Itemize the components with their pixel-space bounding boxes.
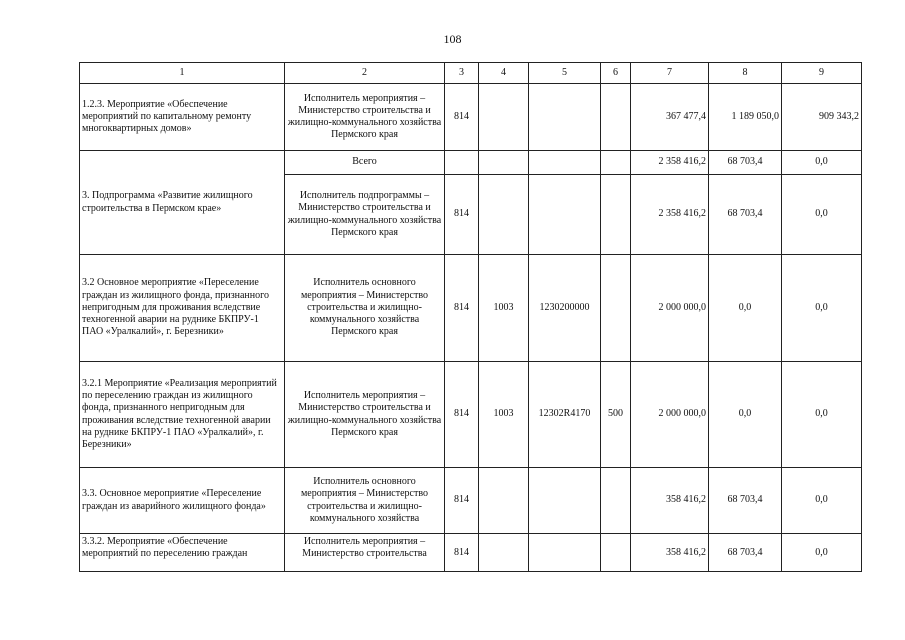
activity-name-cell: 3. Подпрограмма «Развитие жилищного строительства в Пермском крае»: [80, 151, 285, 255]
header-cell: 2: [285, 63, 445, 84]
executor-cell: Исполнитель мероприятия – Министерство строительства и жилищно-коммунального хозяйства Пермского края: [285, 84, 445, 151]
section-cell: [479, 151, 529, 175]
executor-cell: Исполнитель основного мероприятия – Министерство строительства и жилищно-коммунального хозяйства Пермского края: [285, 255, 445, 362]
section-cell: [479, 175, 529, 255]
code-cell: 814: [445, 534, 479, 572]
amount-cell-9: 0,0: [782, 534, 862, 572]
expense-type-cell: [601, 151, 631, 175]
amount-cell-7: 2 000 000,0: [631, 362, 709, 468]
section-cell: [479, 468, 529, 534]
table-row: [80, 151, 862, 175]
budget-table: [79, 62, 862, 572]
code-cell: 814: [445, 255, 479, 362]
header-cell: 5: [529, 63, 601, 84]
code-cell: 814: [445, 175, 479, 255]
code-cell: 814: [445, 362, 479, 468]
table-row: [80, 534, 862, 572]
amount-cell-9: 0,0: [782, 362, 862, 468]
code-cell: [445, 151, 479, 175]
section-cell: [479, 84, 529, 151]
header-cell: 8: [709, 63, 782, 84]
executor-cell: Исполнитель мероприятия – Министерство строительства и жилищно-коммунального хозяйства Пермского края: [285, 362, 445, 468]
section-cell: [479, 534, 529, 572]
expense-type-cell: 500: [601, 362, 631, 468]
amount-cell-7: 2 358 416,2: [631, 151, 709, 175]
section-cell: 1003: [479, 255, 529, 362]
amount-cell-8: 68 703,4: [709, 175, 782, 255]
amount-cell-7: 358 416,2: [631, 468, 709, 534]
amount-cell-8: 68 703,4: [709, 534, 782, 572]
executor-cell: Исполнитель мероприятия – Министерство строительства: [285, 534, 445, 572]
amount-cell-8: 0,0: [709, 362, 782, 468]
executor-cell: Всего: [285, 151, 445, 175]
activity-name-cell: 3.3. Основное мероприятие «Переселение граждан из аварийного жилищного фонда»: [80, 468, 285, 534]
target-article-cell: [529, 84, 601, 151]
executor-cell: Исполнитель основного мероприятия – Министерство строительства и жилищно-коммунального хозяйства: [285, 468, 445, 534]
amount-cell-8: 68 703,4: [709, 151, 782, 175]
page-number: 108: [443, 32, 462, 46]
header-cell: 3: [445, 63, 479, 84]
header-cell: 7: [631, 63, 709, 84]
expense-type-cell: [601, 84, 631, 151]
activity-name-cell: 3.2.1 Мероприятие «Реализация мероприятий по переселению граждан из жилищного фонда, признанного непригодным для проживания вследствие техногенной аварии на руднике БКПРУ-1 ПАО «Уралкалий», г. Березники»: [80, 362, 285, 468]
code-cell: 814: [445, 84, 479, 151]
expense-type-cell: [601, 255, 631, 362]
header-row: [80, 63, 862, 84]
executor-cell: Исполнитель подпрограммы – Министерство строительства и жилищно-коммунального хозяйства Пермского края: [285, 175, 445, 255]
amount-cell-9: 0,0: [782, 151, 862, 175]
expense-type-cell: [601, 175, 631, 255]
amount-cell-8: 1 189 050,0: [709, 84, 782, 151]
target-article-cell: [529, 468, 601, 534]
header-cell: 9: [782, 63, 862, 84]
amount-cell-8: 68 703,4: [709, 468, 782, 534]
activity-name-cell: 1.2.3. Мероприятие «Обеспечение мероприятий по капитальному ремонту многоквартирных домов»: [80, 84, 285, 151]
target-article-cell: [529, 175, 601, 255]
amount-cell-9: 0,0: [782, 468, 862, 534]
table-row: [80, 84, 862, 151]
amount-cell-7: 367 477,4: [631, 84, 709, 151]
table-row: [80, 255, 862, 362]
section-cell: 1003: [479, 362, 529, 468]
expense-type-cell: [601, 534, 631, 572]
header-cell: 6: [601, 63, 631, 84]
amount-cell-7: 2 000 000,0: [631, 255, 709, 362]
amount-cell-9: 0,0: [782, 175, 862, 255]
header-cell: 4: [479, 63, 529, 84]
target-article-cell: [529, 534, 601, 572]
target-article-cell: [529, 151, 601, 175]
amount-cell-8: 0,0: [709, 255, 782, 362]
code-cell: 814: [445, 468, 479, 534]
activity-name-cell: 3.2 Основное мероприятие «Переселение граждан из жилищного фонда, признанного непригодным для проживания вследствие техногенной аварии на руднике БКПРУ-1 ПАО «Уралкалий», г. Березники»: [80, 255, 285, 362]
target-article-cell: 1230200000: [529, 255, 601, 362]
target-article-cell: 12302R4170: [529, 362, 601, 468]
expense-type-cell: [601, 468, 631, 534]
amount-cell-9: 909 343,2: [782, 84, 862, 151]
table-row: [80, 362, 862, 468]
amount-cell-7: 358 416,2: [631, 534, 709, 572]
amount-cell-9: 0,0: [782, 255, 862, 362]
amount-cell-7: 2 358 416,2: [631, 175, 709, 255]
activity-name-cell: 3.3.2. Мероприятие «Обеспечение мероприятий по переселению граждан: [80, 534, 285, 572]
header-cell: 1: [80, 63, 285, 84]
table-row: [80, 468, 862, 534]
